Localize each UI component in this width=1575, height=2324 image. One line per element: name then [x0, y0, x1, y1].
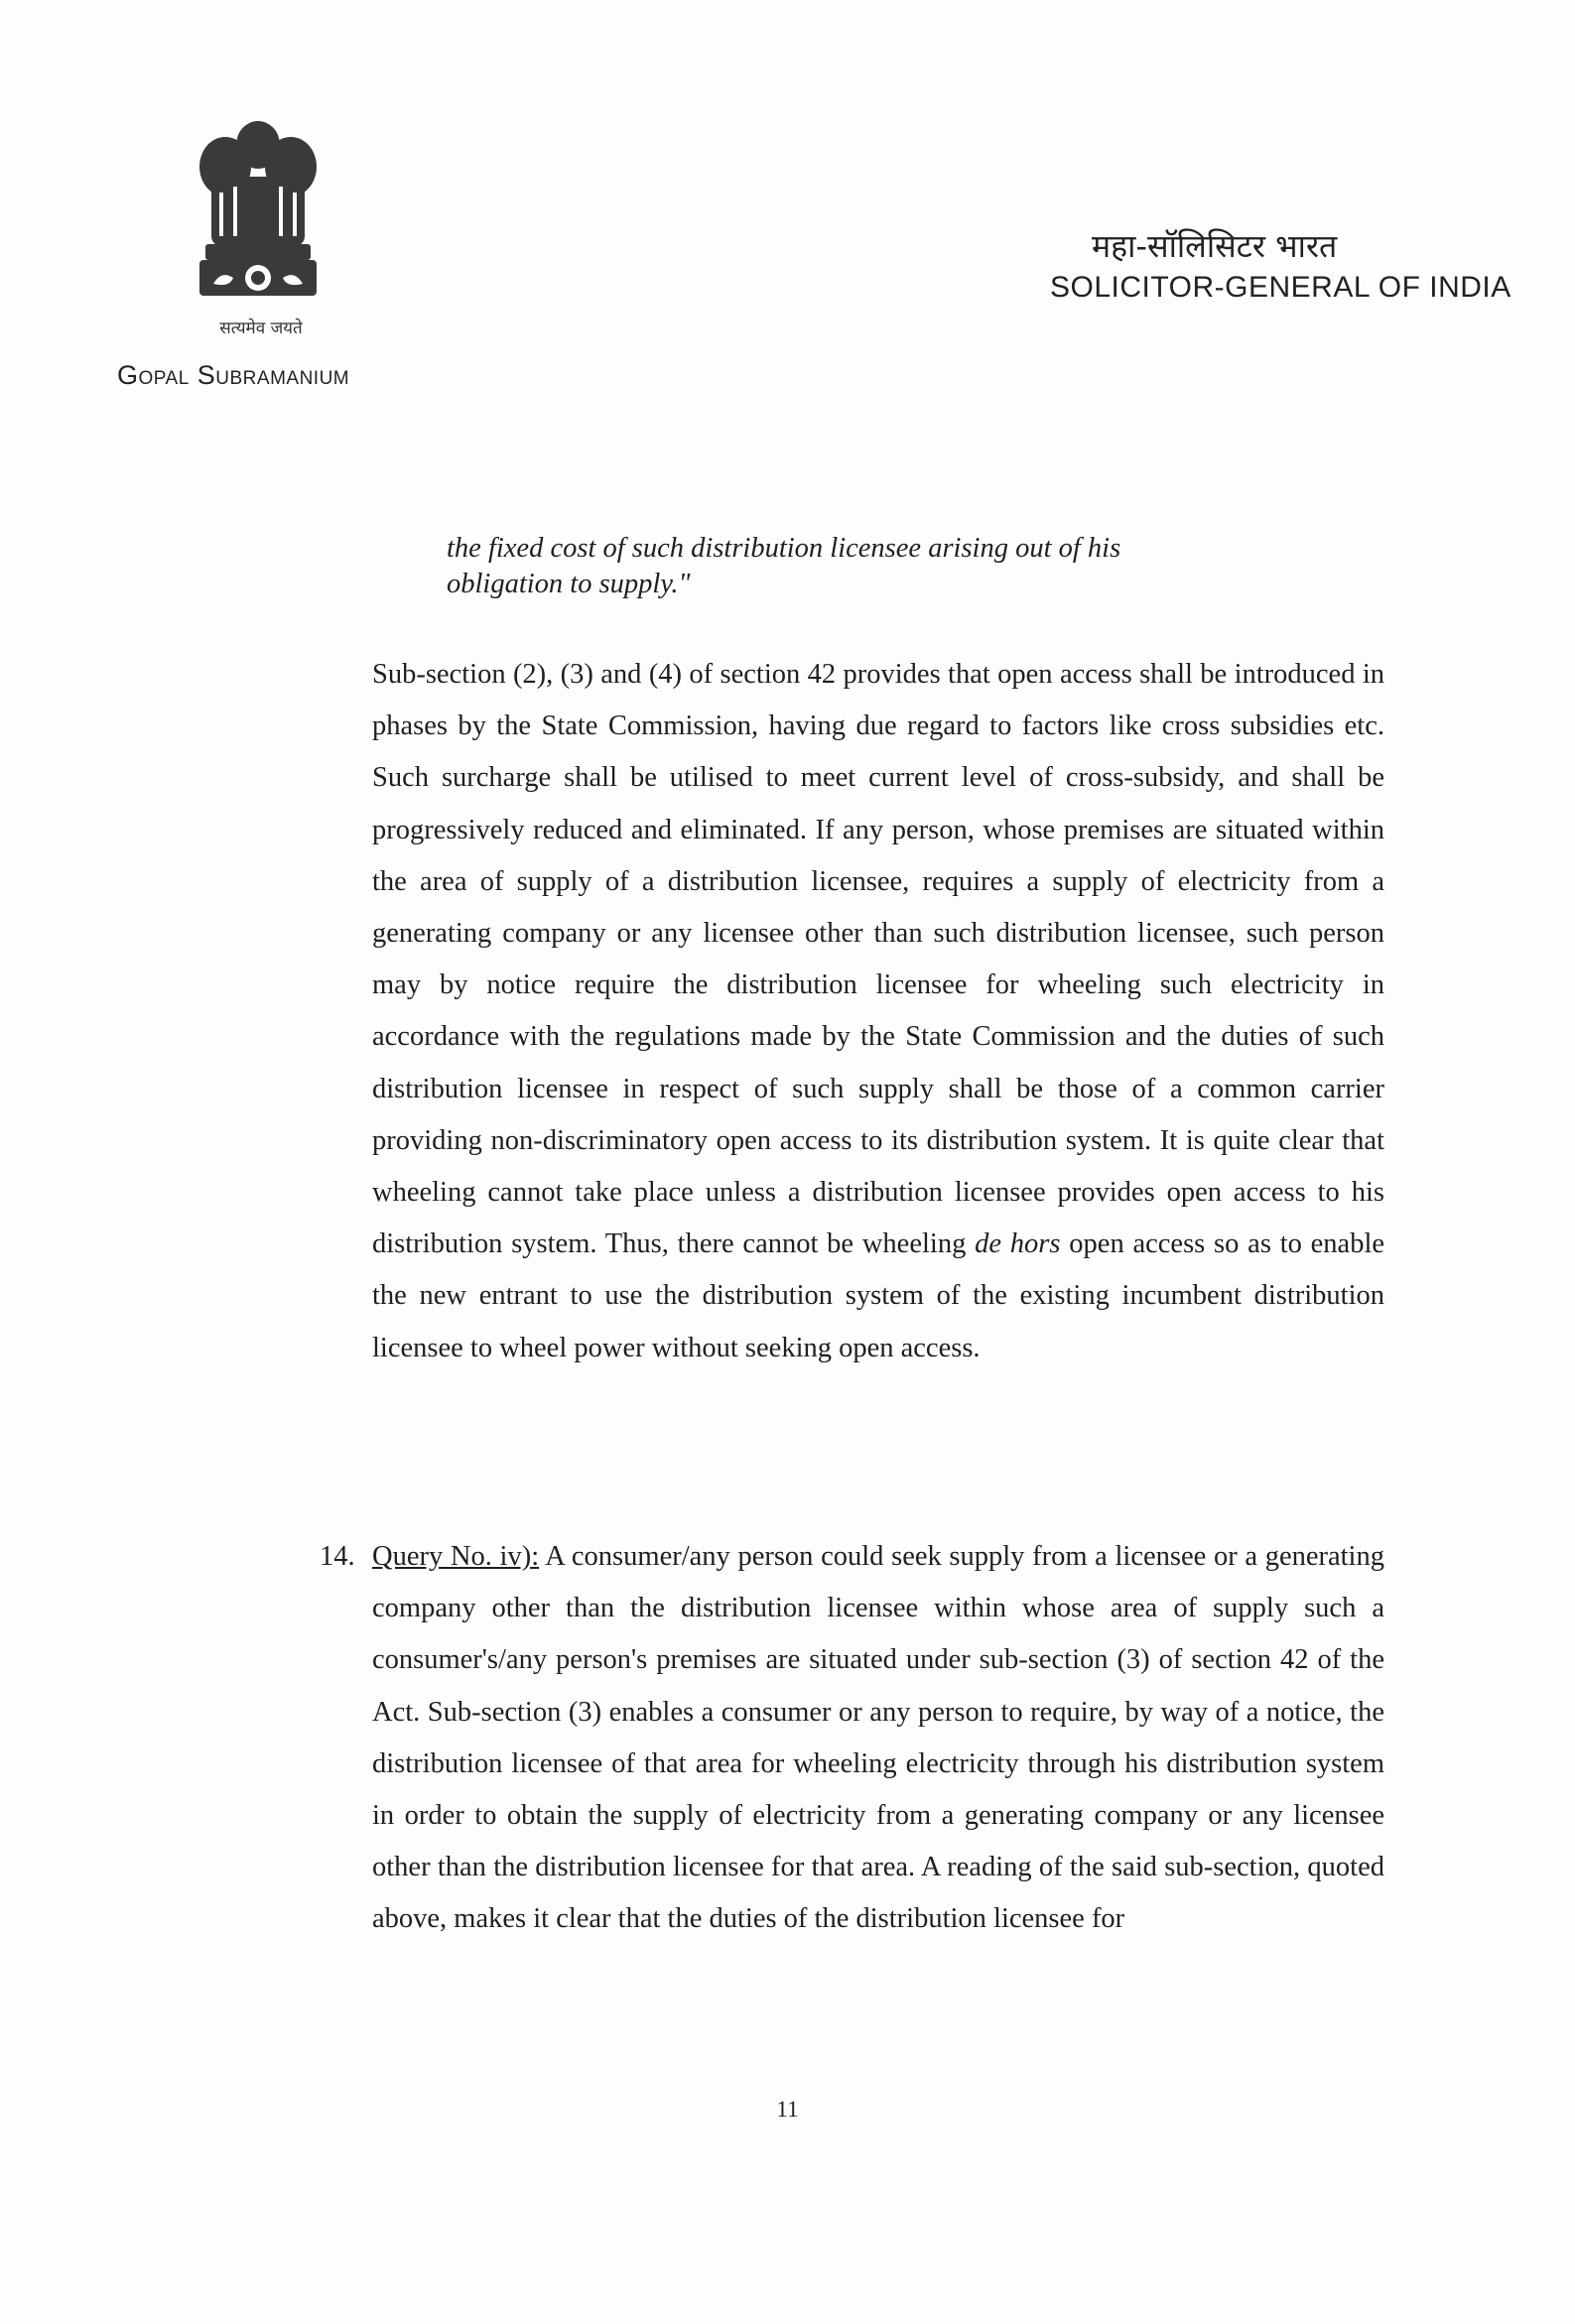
paragraph-14-number: 14. — [320, 1541, 355, 1572]
quoted-text — [447, 531, 1340, 602]
paragraph-13-text-part-1: Sub-section (2), (3) and (4) of section 42 provides that open access shall be introduced in phases by the State Commission, having due regard to factors like cross subsidies etc. Such surcharge shall be utilised to meet current level of cross-subsidy, and shall be progressively reduced and eliminated. If any person, whose premises are situated within the area of supply of a distribution licensee, requires a supply of electricity from a generating company or any licensee other than such distribution licensee, such person may by notice require the distribution licensee for wheeling such electricity in accordance with the regulations made by the State Commission and the duties of such distribution licensee in respect of such supply shall be those of a common carrier providing non-discriminatory open access to its distribution system. It is quite clear that wheeling cannot take place unless a distribution licensee provides open access to his distribution system. Thus, there cannot be wheeling — [372, 659, 1384, 1260]
paragraph-13 — [372, 649, 1384, 1374]
office-title-english: SOLICITOR-GENERAL OF INDIA — [1050, 271, 1511, 304]
quoted-text-line-2: obligation to supply." — [447, 569, 691, 599]
emblem-motto: सत्यमेव जयते — [219, 319, 303, 338]
paragraph-14 — [372, 1531, 1384, 1946]
national-emblem-icon — [184, 117, 332, 321]
quoted-text-line-1: the fixed cost of such distribution licensee arising out of his — [447, 533, 1121, 564]
paragraph-14-text: A consumer/any person could seek supply from a licensee or a generating company other than the distribution licensee within whose area of supply such a consumer's/any person's premises are situated under sub-section (3) of section 42 of the Act. Sub-section (3) enables a consumer or any person to require, by way of a notice, the distribution licensee of that area for wheeling electricity through his distribution system in order to obtain the supply of electricity from a generating company or any licensee other than the distribution licensee for that area. A reading of the said sub-section, quoted above, makes it clear that the duties of the distribution licensee for — [372, 1541, 1384, 1935]
author-name: Gopal Subramanium — [117, 360, 350, 390]
page-number: 11 — [776, 2097, 799, 2122]
query-reference: Query No. iv): — [372, 1541, 540, 1572]
office-title-hindi: महा-सॉलिसिटर भारत — [1092, 227, 1338, 265]
paragraph-13-text-part-2: open access so as to enable the new entrant to use the distribution system of the existing incumbent distribution licensee to wheel power without seeking open access. — [372, 1228, 1385, 1363]
latin-phrase: de hors — [975, 1228, 1061, 1260]
